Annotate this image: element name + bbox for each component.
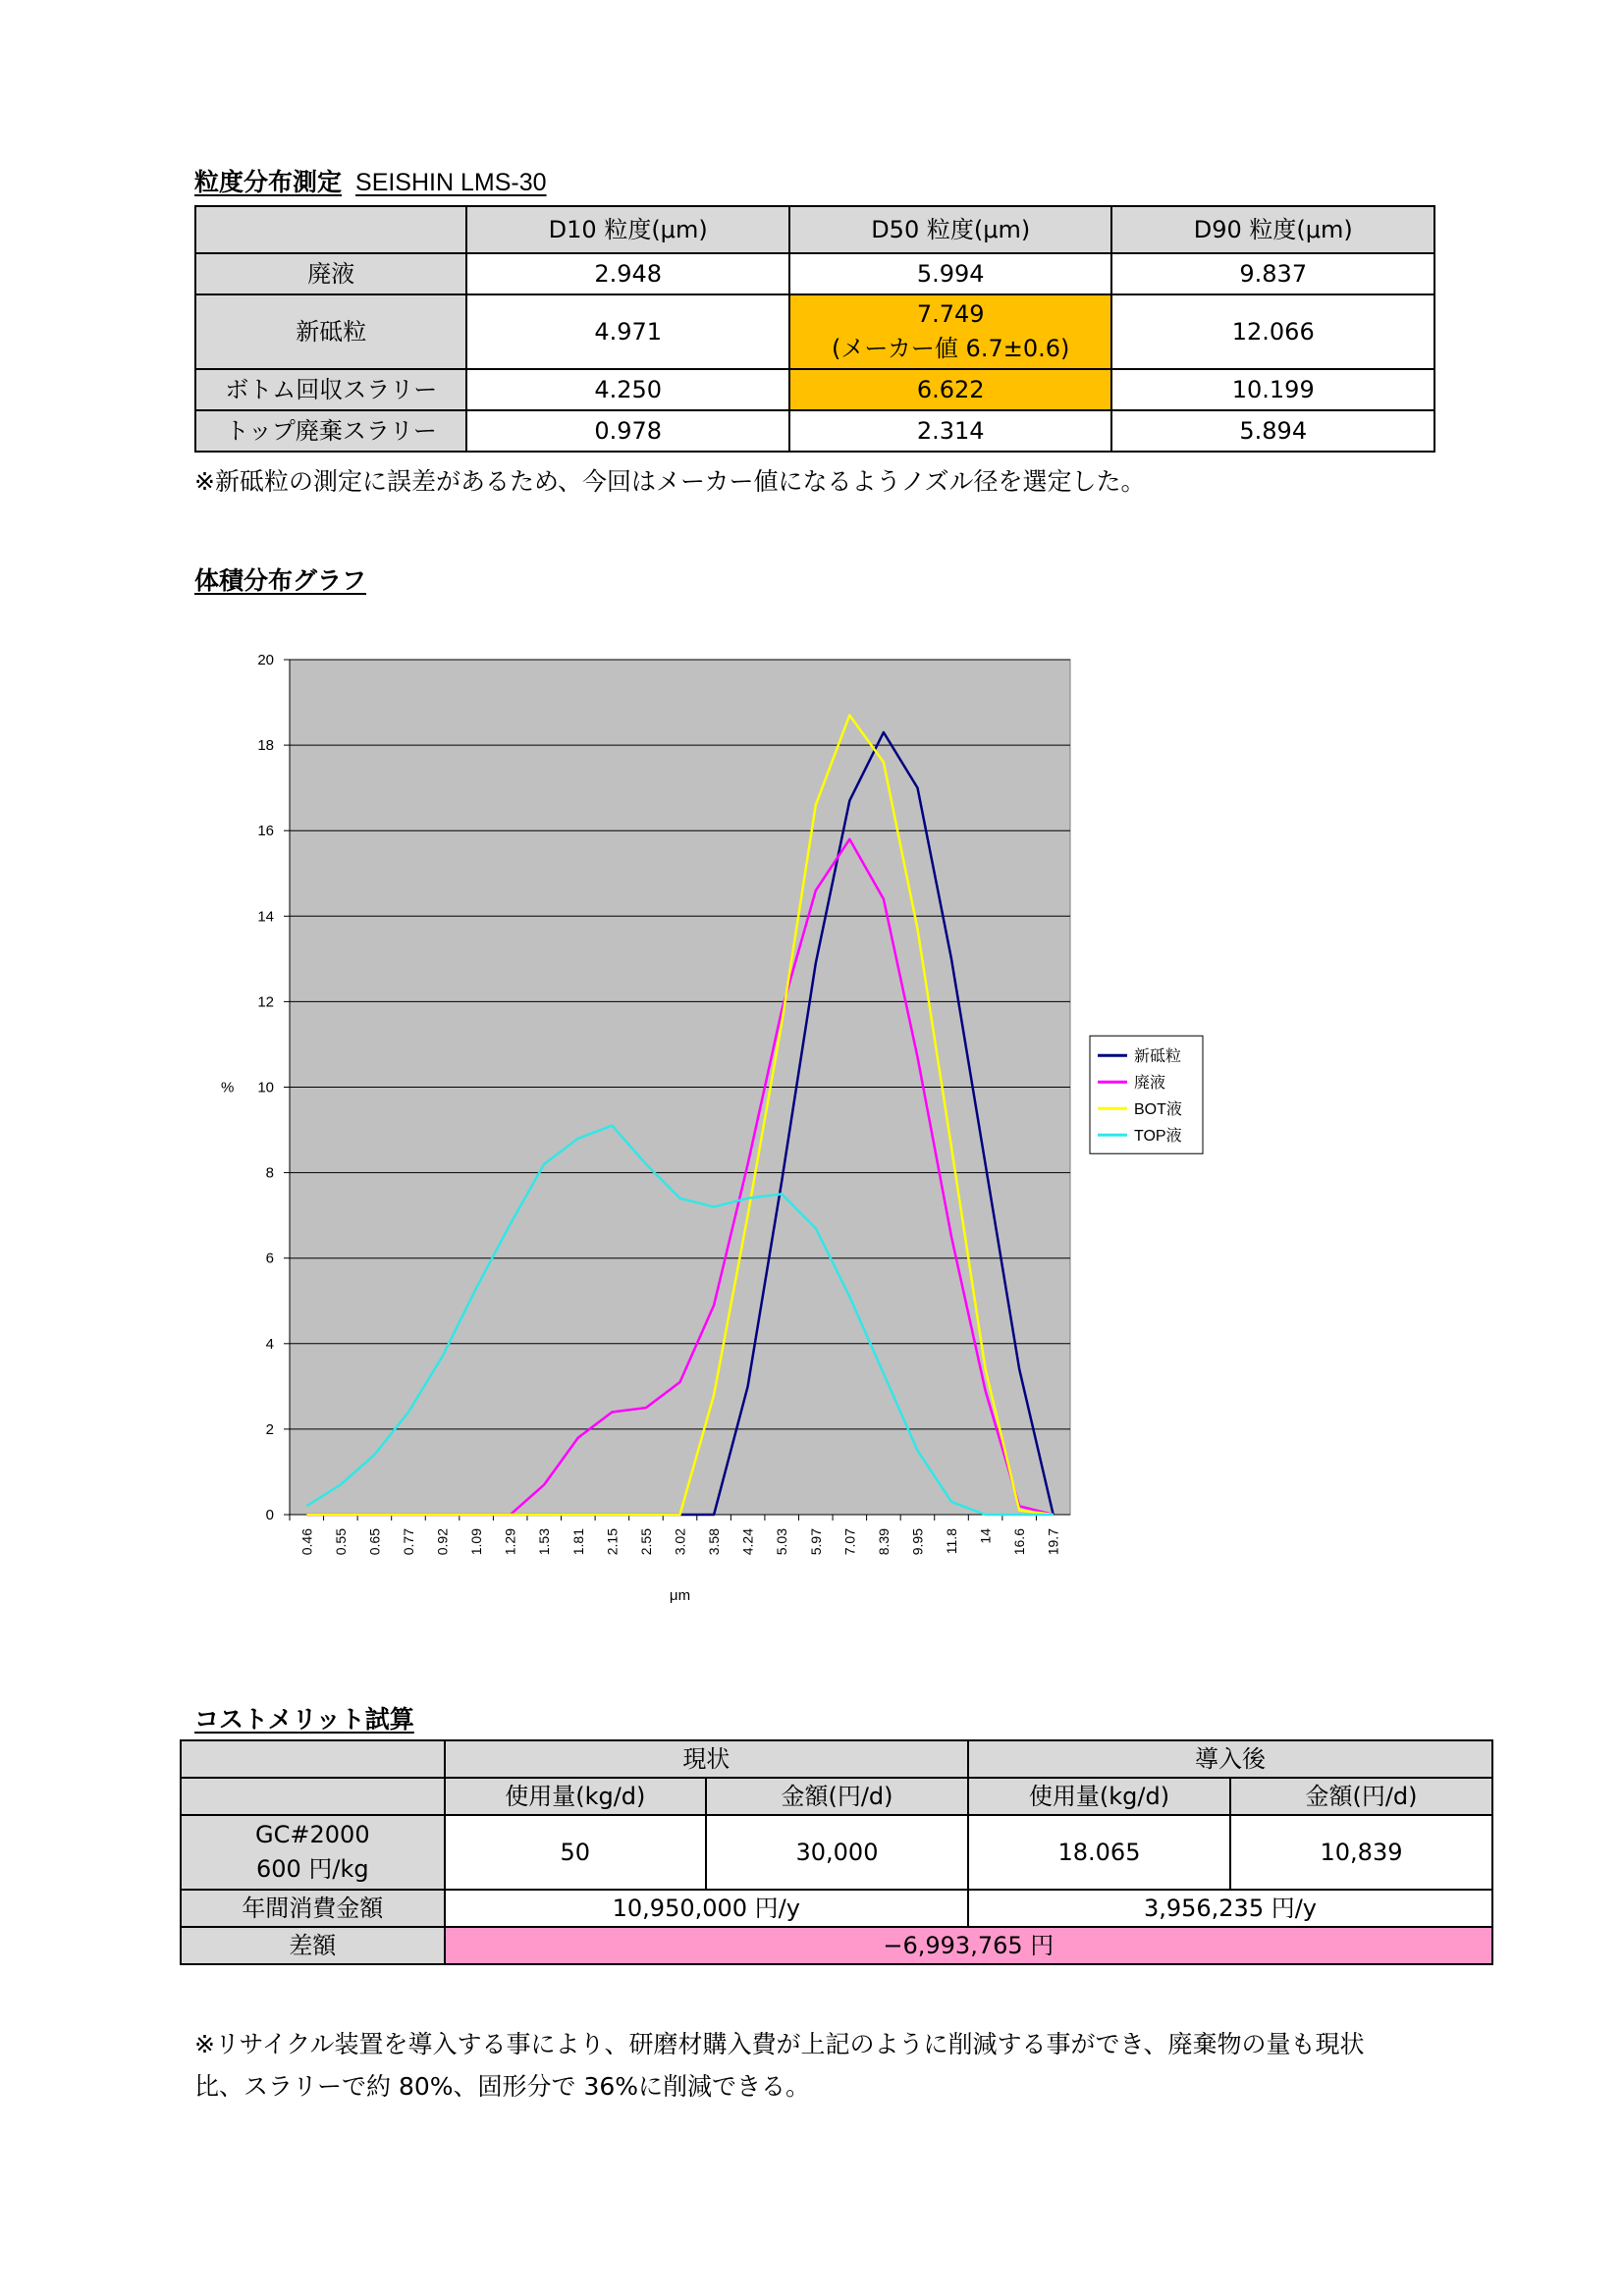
product-name: GC#2000	[255, 1821, 370, 1849]
table-row	[195, 294, 1434, 369]
x-tick-label: 2.15	[604, 1528, 621, 1556]
cell-d50-highlight: 6.622	[789, 369, 1112, 410]
table-row	[181, 1927, 1492, 1964]
y-tick-label: 12	[257, 993, 274, 1011]
cell-d50: 2.314	[789, 410, 1112, 452]
cost-merit-note	[194, 2024, 1510, 2108]
y-tick-label: 6	[265, 1250, 274, 1267]
y-tick-label: 20	[257, 652, 274, 668]
x-tick-label: 14	[977, 1528, 994, 1544]
row-label: 新砥粒	[195, 294, 466, 369]
header-after-usage: 使用量(kg/d)	[968, 1778, 1230, 1815]
product-unit-price: 600 円/kg	[255, 1855, 369, 1883]
instrument-name: SEISHIN LMS-30	[355, 169, 547, 196]
y-tick-label: 8	[265, 1164, 274, 1182]
y-tick-label: 0	[265, 1507, 274, 1523]
y-tick-label: 14	[257, 908, 274, 926]
legend-label: 新砥粒	[1134, 1048, 1182, 1066]
legend-label: 廃液	[1134, 1075, 1166, 1093]
header-blank	[181, 1740, 445, 1778]
cell-annual-current: 10,950,000 円/y	[445, 1890, 968, 1927]
y-tick-label: 16	[257, 823, 274, 840]
cell-d10: 2.948	[466, 253, 789, 294]
cell-diff-value: −6,993,765 円	[445, 1927, 1492, 1964]
header-current-amount: 金額(円/d)	[706, 1778, 968, 1815]
header-current-usage: 使用量(kg/d)	[445, 1778, 706, 1815]
diff-label: 差額	[181, 1927, 445, 1964]
table-row	[195, 253, 1434, 294]
x-tick-label: 1.53	[536, 1528, 553, 1556]
x-tick-label: 3.58	[706, 1528, 723, 1556]
volume-distribution-chart	[196, 638, 1227, 1610]
x-tick-label: 16.6	[1011, 1528, 1028, 1556]
x-tick-label: 0.55	[332, 1528, 349, 1556]
x-tick-label: 4.24	[739, 1528, 756, 1556]
legend-label: TOP液	[1134, 1128, 1182, 1146]
table-row	[181, 1890, 1492, 1927]
table-row	[195, 369, 1434, 410]
x-tick-label: 9.95	[909, 1528, 926, 1556]
header-d50: D50 粒度(μm)	[789, 206, 1112, 253]
header-blank	[195, 206, 466, 253]
cell-d10: 4.250	[466, 369, 789, 410]
header-blank	[181, 1778, 445, 1815]
x-tick-label: 0.92	[434, 1528, 451, 1556]
product-label	[181, 1815, 445, 1890]
cell-d90: 9.837	[1111, 253, 1434, 294]
x-tick-label: 0.46	[298, 1528, 315, 1556]
x-tick-label: 1.29	[502, 1528, 518, 1556]
cell-d10: 4.971	[466, 294, 789, 369]
header-after: 導入後	[968, 1740, 1492, 1778]
table-row	[181, 1778, 1492, 1815]
annual-label: 年間消費金額	[181, 1890, 445, 1927]
legend-label: BOT液	[1134, 1101, 1182, 1119]
cell-d90: 10.199	[1111, 369, 1434, 410]
cell-current-usage: 50	[445, 1815, 706, 1890]
section-heading-cost-merit: コストメリット試算	[194, 1705, 414, 1734]
x-tick-label: 1.09	[468, 1528, 485, 1556]
cell-d90: 5.894	[1111, 410, 1434, 452]
x-axis-label: μm	[669, 1587, 691, 1604]
table-row	[195, 410, 1434, 452]
x-tick-label: 1.81	[569, 1528, 586, 1556]
cell-d10: 0.978	[466, 410, 789, 452]
y-tick-label: 4	[265, 1335, 274, 1353]
x-tick-label: 2.55	[637, 1528, 654, 1556]
row-label: 廃液	[195, 253, 466, 294]
cell-d90: 12.066	[1111, 294, 1434, 369]
y-axis-label: %	[221, 1079, 235, 1096]
cell-annual-after: 3,956,235 円/y	[968, 1890, 1492, 1927]
section-heading-particle-size: 粒度分布測定 SEISHIN LMS-30	[194, 168, 547, 196]
cost-merit-table	[180, 1739, 1493, 1965]
section-heading-volume-graph: 体積分布グラフ	[194, 566, 367, 595]
x-tick-label: 3.02	[672, 1528, 688, 1556]
cell-after-amount: 10,839	[1230, 1815, 1492, 1890]
cell-d50-value: 7.749	[916, 300, 985, 329]
particle-size-table	[194, 205, 1435, 453]
cell-current-amount: 30,000	[706, 1815, 968, 1890]
header-d90: D90 粒度(μm)	[1111, 206, 1434, 253]
header-after-amount: 金額(円/d)	[1230, 1778, 1492, 1815]
y-tick-label: 18	[257, 737, 274, 755]
header-current: 現状	[445, 1740, 968, 1778]
table-row	[181, 1740, 1492, 1778]
cell-after-usage: 18.065	[968, 1815, 1230, 1890]
row-label: トップ廃棄スラリー	[195, 410, 466, 452]
table-row	[181, 1815, 1492, 1890]
x-tick-label: 5.97	[807, 1528, 824, 1556]
cost-merit-note-line1: ※リサイクル装置を導入する事により、研磨材購入費が上記のように削減する事ができ、廃棄物の量も現状	[194, 2030, 1365, 2058]
y-tick-label: 2	[265, 1420, 274, 1438]
x-tick-label: 11.8	[944, 1528, 960, 1555]
header-d10: D10 粒度(μm)	[466, 206, 789, 253]
particle-size-note: ※新砥粒の測定に誤差があるため、今回はメーカー値になるようノズル径を選定した。	[194, 467, 1146, 496]
x-tick-label: 0.77	[400, 1528, 416, 1556]
x-tick-label: 5.03	[774, 1528, 790, 1556]
table-header-row	[195, 206, 1434, 253]
cell-d50-maker-note: (メーカー値 6.7±0.6)	[832, 335, 1070, 362]
row-label: ボトム回収スラリー	[195, 369, 466, 410]
cell-d50: 5.994	[789, 253, 1112, 294]
cost-merit-note-line2: 比、スラリーで約 80%、固形分で 36%に削減できる。	[194, 2071, 811, 2101]
x-tick-label: 7.07	[841, 1528, 858, 1556]
x-tick-label: 19.7	[1045, 1528, 1061, 1556]
y-tick-label: 10	[257, 1079, 274, 1096]
cell-d50-highlight	[789, 294, 1112, 369]
x-tick-label: 0.65	[366, 1528, 383, 1556]
x-tick-label: 8.39	[875, 1528, 892, 1556]
